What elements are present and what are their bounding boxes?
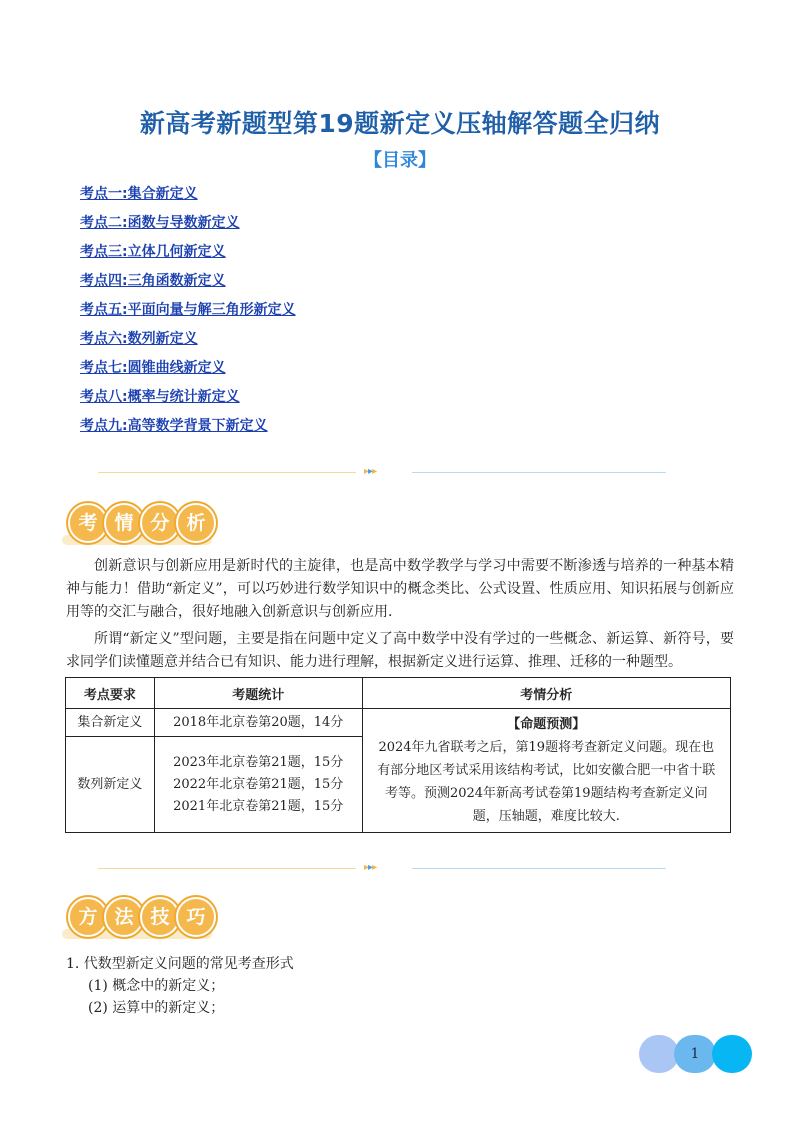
toc-item: [80, 385, 296, 414]
section-divider: [98, 468, 666, 478]
analysis-text: 2024年九省联考之后，第19题将考查新定义问题。现在也有部分地区考试采用该结构考试，比如安徽合肥一中省十联考等。预测2024年新高考试卷第19题结构考查新定义问题，压轴题，难度比较大.: [377, 740, 716, 824]
table-cell-analysis: [362, 709, 730, 833]
method-item: (2) 运算中的新定义；: [88, 1000, 225, 1016]
intro-paragraph-2: 所谓“新定义”型问题，主要是指在问题中定义了高中数学中没有学过的一些概念、新运算、新符号，要求同学们读懂题意并结合已有知识、能力进行理解，根据新定义进行运算、推理、迁移的一种题型。: [66, 631, 734, 670]
page-number: 1: [674, 1035, 716, 1073]
toc-link-9[interactable]: 考点九:高等数学背景下新定义: [80, 418, 268, 434]
section-divider: [98, 864, 666, 874]
document-title: 新高考新题型第19题新定义压轴解答题全归纳: [139, 109, 661, 138]
divider-line-left: [98, 472, 356, 473]
table-row: [66, 709, 731, 737]
badge-char: 技: [140, 897, 180, 937]
badge-char: 考: [68, 503, 108, 543]
table-header-row: [66, 678, 731, 709]
toc-item: [80, 211, 296, 240]
toc-link-3[interactable]: 考点三:立体几何新定义: [80, 244, 226, 260]
toc-heading: 【目录】: [364, 150, 436, 171]
method-heading: 1. 代数型新定义问题的常见考查形式: [66, 956, 294, 972]
analysis-heading: 【命题预测】: [507, 717, 586, 732]
page-pill-left: [639, 1035, 679, 1073]
table-header: 考点要求: [66, 678, 155, 709]
badge-char: 法: [104, 897, 144, 937]
page-pill-right: [712, 1035, 752, 1073]
divider-line-left: [98, 868, 356, 869]
divider-line-right: [412, 868, 666, 869]
table-of-contents: [80, 182, 296, 443]
badge-char: 分: [140, 503, 180, 543]
divider-arrows-icon: ▸▸▸: [364, 862, 377, 873]
toc-item: [80, 240, 296, 269]
toc-item: [80, 356, 296, 385]
toc-item: [80, 327, 296, 356]
exam-analysis-table: [65, 677, 731, 833]
table-header: 考情分析: [362, 678, 730, 709]
toc-item: [80, 298, 296, 327]
toc-link-7[interactable]: 考点七:圆锥曲线新定义: [80, 360, 226, 376]
toc-item: [80, 269, 296, 298]
toc-link-8[interactable]: 考点八:概率与统计新定义: [80, 389, 240, 405]
table-cell-requirement: 集合新定义: [66, 709, 155, 737]
stats-line: 2021年北京卷第21题，15分: [173, 798, 344, 814]
badge-char: 巧: [176, 897, 216, 937]
toc-item: [80, 182, 296, 211]
toc-link-5[interactable]: 考点五:平面向量与解三角形新定义: [80, 302, 296, 318]
stats-line: 2023年北京卷第21题，15分: [173, 754, 344, 770]
divider-line-right: [412, 472, 666, 473]
badge-char: 情: [104, 503, 144, 543]
toc-item: [80, 414, 296, 443]
toc-link-2[interactable]: 考点二:函数与导数新定义: [80, 215, 240, 231]
toc-link-6[interactable]: 考点六:数列新定义: [80, 331, 198, 347]
table-cell-stats: 2018年北京卷第20题，14分: [154, 709, 362, 737]
method-item: (1) 概念中的新定义；: [88, 978, 225, 994]
intro-paragraph-1: 创新意识与创新应用是新时代的主旋律，也是高中数学教学与学习中需要不断渗透与培养的一种基本精神与能力！借助“新定义”，可以巧妙进行数学知识中的概念类比、公式设置、性质应用、知识拓展与创新应用等的交汇与融合，很好地融入创新意识与创新应用.: [66, 558, 734, 620]
stats-line: 2022年北京卷第21题，15分: [173, 776, 344, 792]
table-cell-requirement: 数列新定义: [66, 737, 155, 833]
table-cell-stats: [154, 737, 362, 833]
table-header: 考题统计: [154, 678, 362, 709]
divider-arrows-icon: ▸▸▸: [364, 466, 377, 477]
toc-link-4[interactable]: 考点四:三角函数新定义: [80, 273, 226, 289]
badge-char: 方: [68, 897, 108, 937]
badge-char: 析: [176, 503, 216, 543]
toc-link-1[interactable]: 考点一:集合新定义: [80, 186, 198, 202]
